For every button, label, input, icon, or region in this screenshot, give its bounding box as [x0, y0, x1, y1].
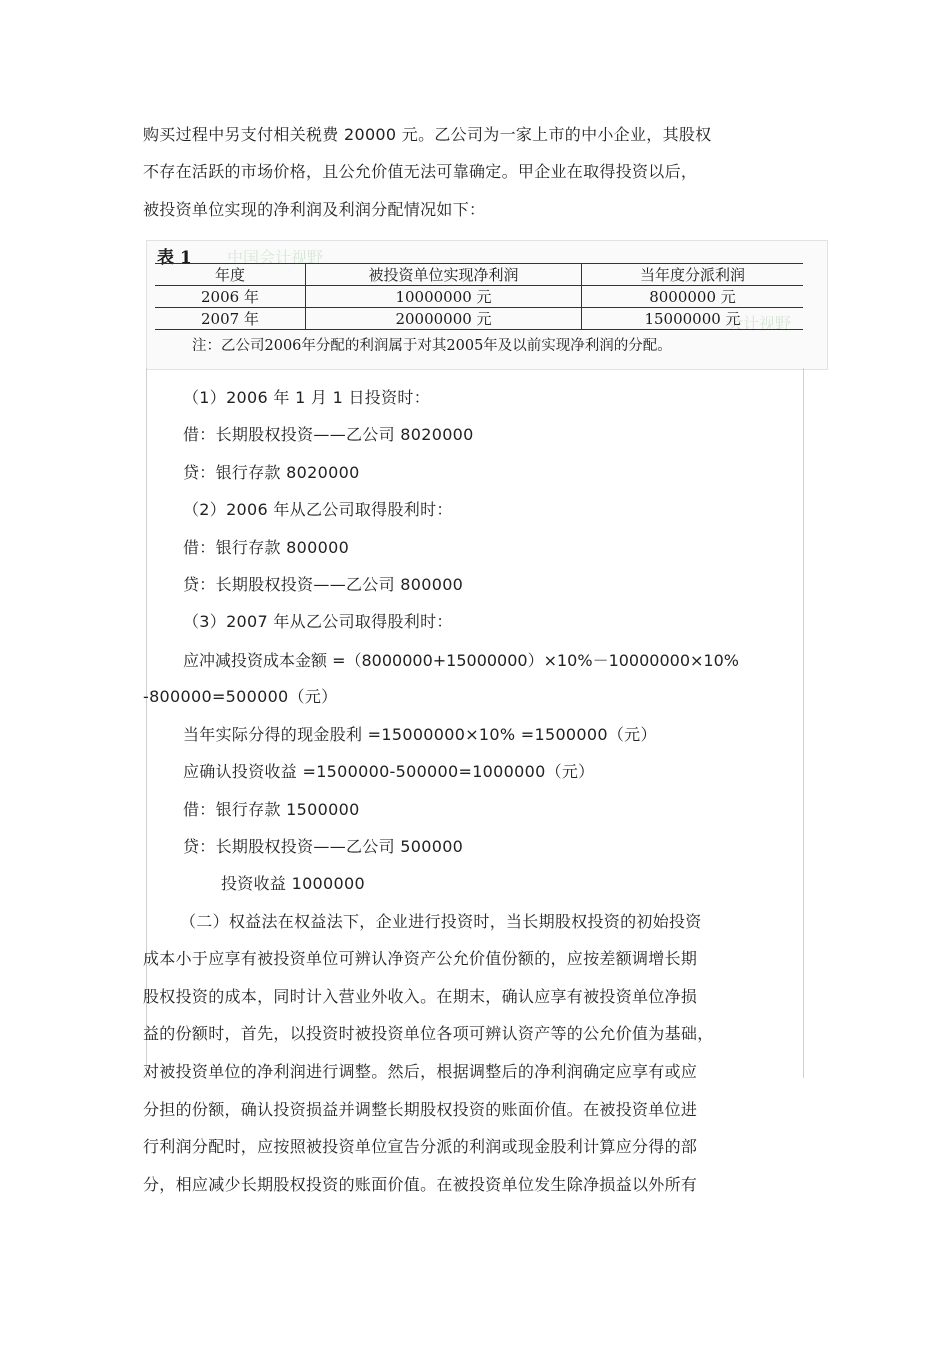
cell-net-profit: 20000000 元 [306, 308, 582, 330]
step-2-heading: （2）2006 年从乙公司取得股利时： [183, 500, 453, 519]
watermark-text: 会计视野 [727, 314, 792, 333]
paragraph-line: （二）权益法在权益法下，企业进行投资时，当长期股权投资的初始投资 [180, 912, 702, 931]
journal-entry-line: 投资收益 1000000 [221, 874, 365, 893]
cell-distributed-profit: 8000000 元 [582, 286, 804, 308]
profit-table [155, 263, 803, 330]
journal-entry-line: 贷：长期股权投资——乙公司 500000 [183, 837, 464, 856]
table-header-row [155, 264, 803, 286]
frame-border-right [803, 368, 804, 1078]
table-row [155, 286, 803, 308]
journal-entry-line: 贷：长期股权投资——乙公司 800000 [183, 575, 464, 594]
step-1-heading: （1）2006 年 1 月 1 日投资时： [183, 388, 430, 407]
journal-entry-line: 借：银行存款 1500000 [183, 800, 360, 819]
intro-line-3: 被投资单位实现的净利润及利润分配情况如下： [143, 200, 486, 219]
header-distributed-profit: 当年度分派利润 [582, 264, 804, 286]
step-3-heading: （3）2007 年从乙公司取得股利时： [183, 612, 453, 631]
table-caption: 表 1 [157, 248, 192, 268]
calculation-line: 当年实际分得的现金股利 =15000000×10% =1500000（元） [183, 725, 657, 744]
cell-net-profit: 10000000 元 [306, 286, 582, 308]
intro-line-2: 不存在活跃的市场价格，且公允价值无法可靠确定。甲企业在取得投资以后， [143, 162, 698, 181]
calculation-line: 应冲减投资成本金额 =（8000000+15000000）×10%－10000000×10% [183, 651, 739, 670]
header-year: 年度 [155, 264, 306, 286]
watermark-text: 中国会计视野 [227, 248, 324, 267]
paragraph-line: 分，相应减少长期股权投资的账面价值。在被投资单位发生除净损益以外所有 [143, 1175, 698, 1194]
journal-entry-line: 借：银行存款 800000 [183, 538, 350, 557]
paragraph-line: 对被投资单位的净利润进行调整。然后，根据调整后的净利润确定应享有或应 [143, 1062, 698, 1081]
table-row [155, 308, 803, 330]
cell-year: 2007 年 [155, 308, 306, 330]
calculation-line: -800000=500000（元） [143, 687, 338, 706]
cell-distributed-profit: 15000000 元 [582, 308, 804, 330]
frame-border-left [146, 368, 147, 1078]
paragraph-line: 成本小于应享有被投资单位可辨认净资产公允价值份额的，应按差额调增长期 [143, 949, 698, 968]
intro-line-1: 购买过程中另支付相关税费 20000 元。乙公司为一家上市的中小企业，其股权 [143, 125, 712, 144]
journal-entry-line: 贷：银行存款 8020000 [183, 463, 360, 482]
profit-table-image [146, 240, 828, 370]
cell-year: 2006 年 [155, 286, 306, 308]
paragraph-line: 行利润分配时，应按照被投资单位宣告分派的利润或现金股利计算应分得的部 [143, 1137, 698, 1156]
paragraph-line: 益的份额时，首先，以投资时被投资单位各项可辨认资产等的公允价值为基础， [143, 1024, 714, 1043]
calculation-line: 应确认投资收益 =1500000-500000=1000000（元） [183, 762, 595, 781]
header-net-profit: 被投资单位实现净利润 [306, 264, 582, 286]
paragraph-line: 股权投资的成本，同时计入营业外收入。在期末，确认应享有被投资单位净损 [143, 987, 698, 1006]
journal-entry-line: 借：长期股权投资——乙公司 8020000 [183, 425, 474, 444]
paragraph-line: 分担的份额，确认投资损益并调整长期股权投资的账面价值。在被投资单位进 [143, 1100, 698, 1119]
table-note: 注：乙公司2006年分配的利润属于对其2005年及以前实现净利润的分配。 [192, 338, 672, 354]
